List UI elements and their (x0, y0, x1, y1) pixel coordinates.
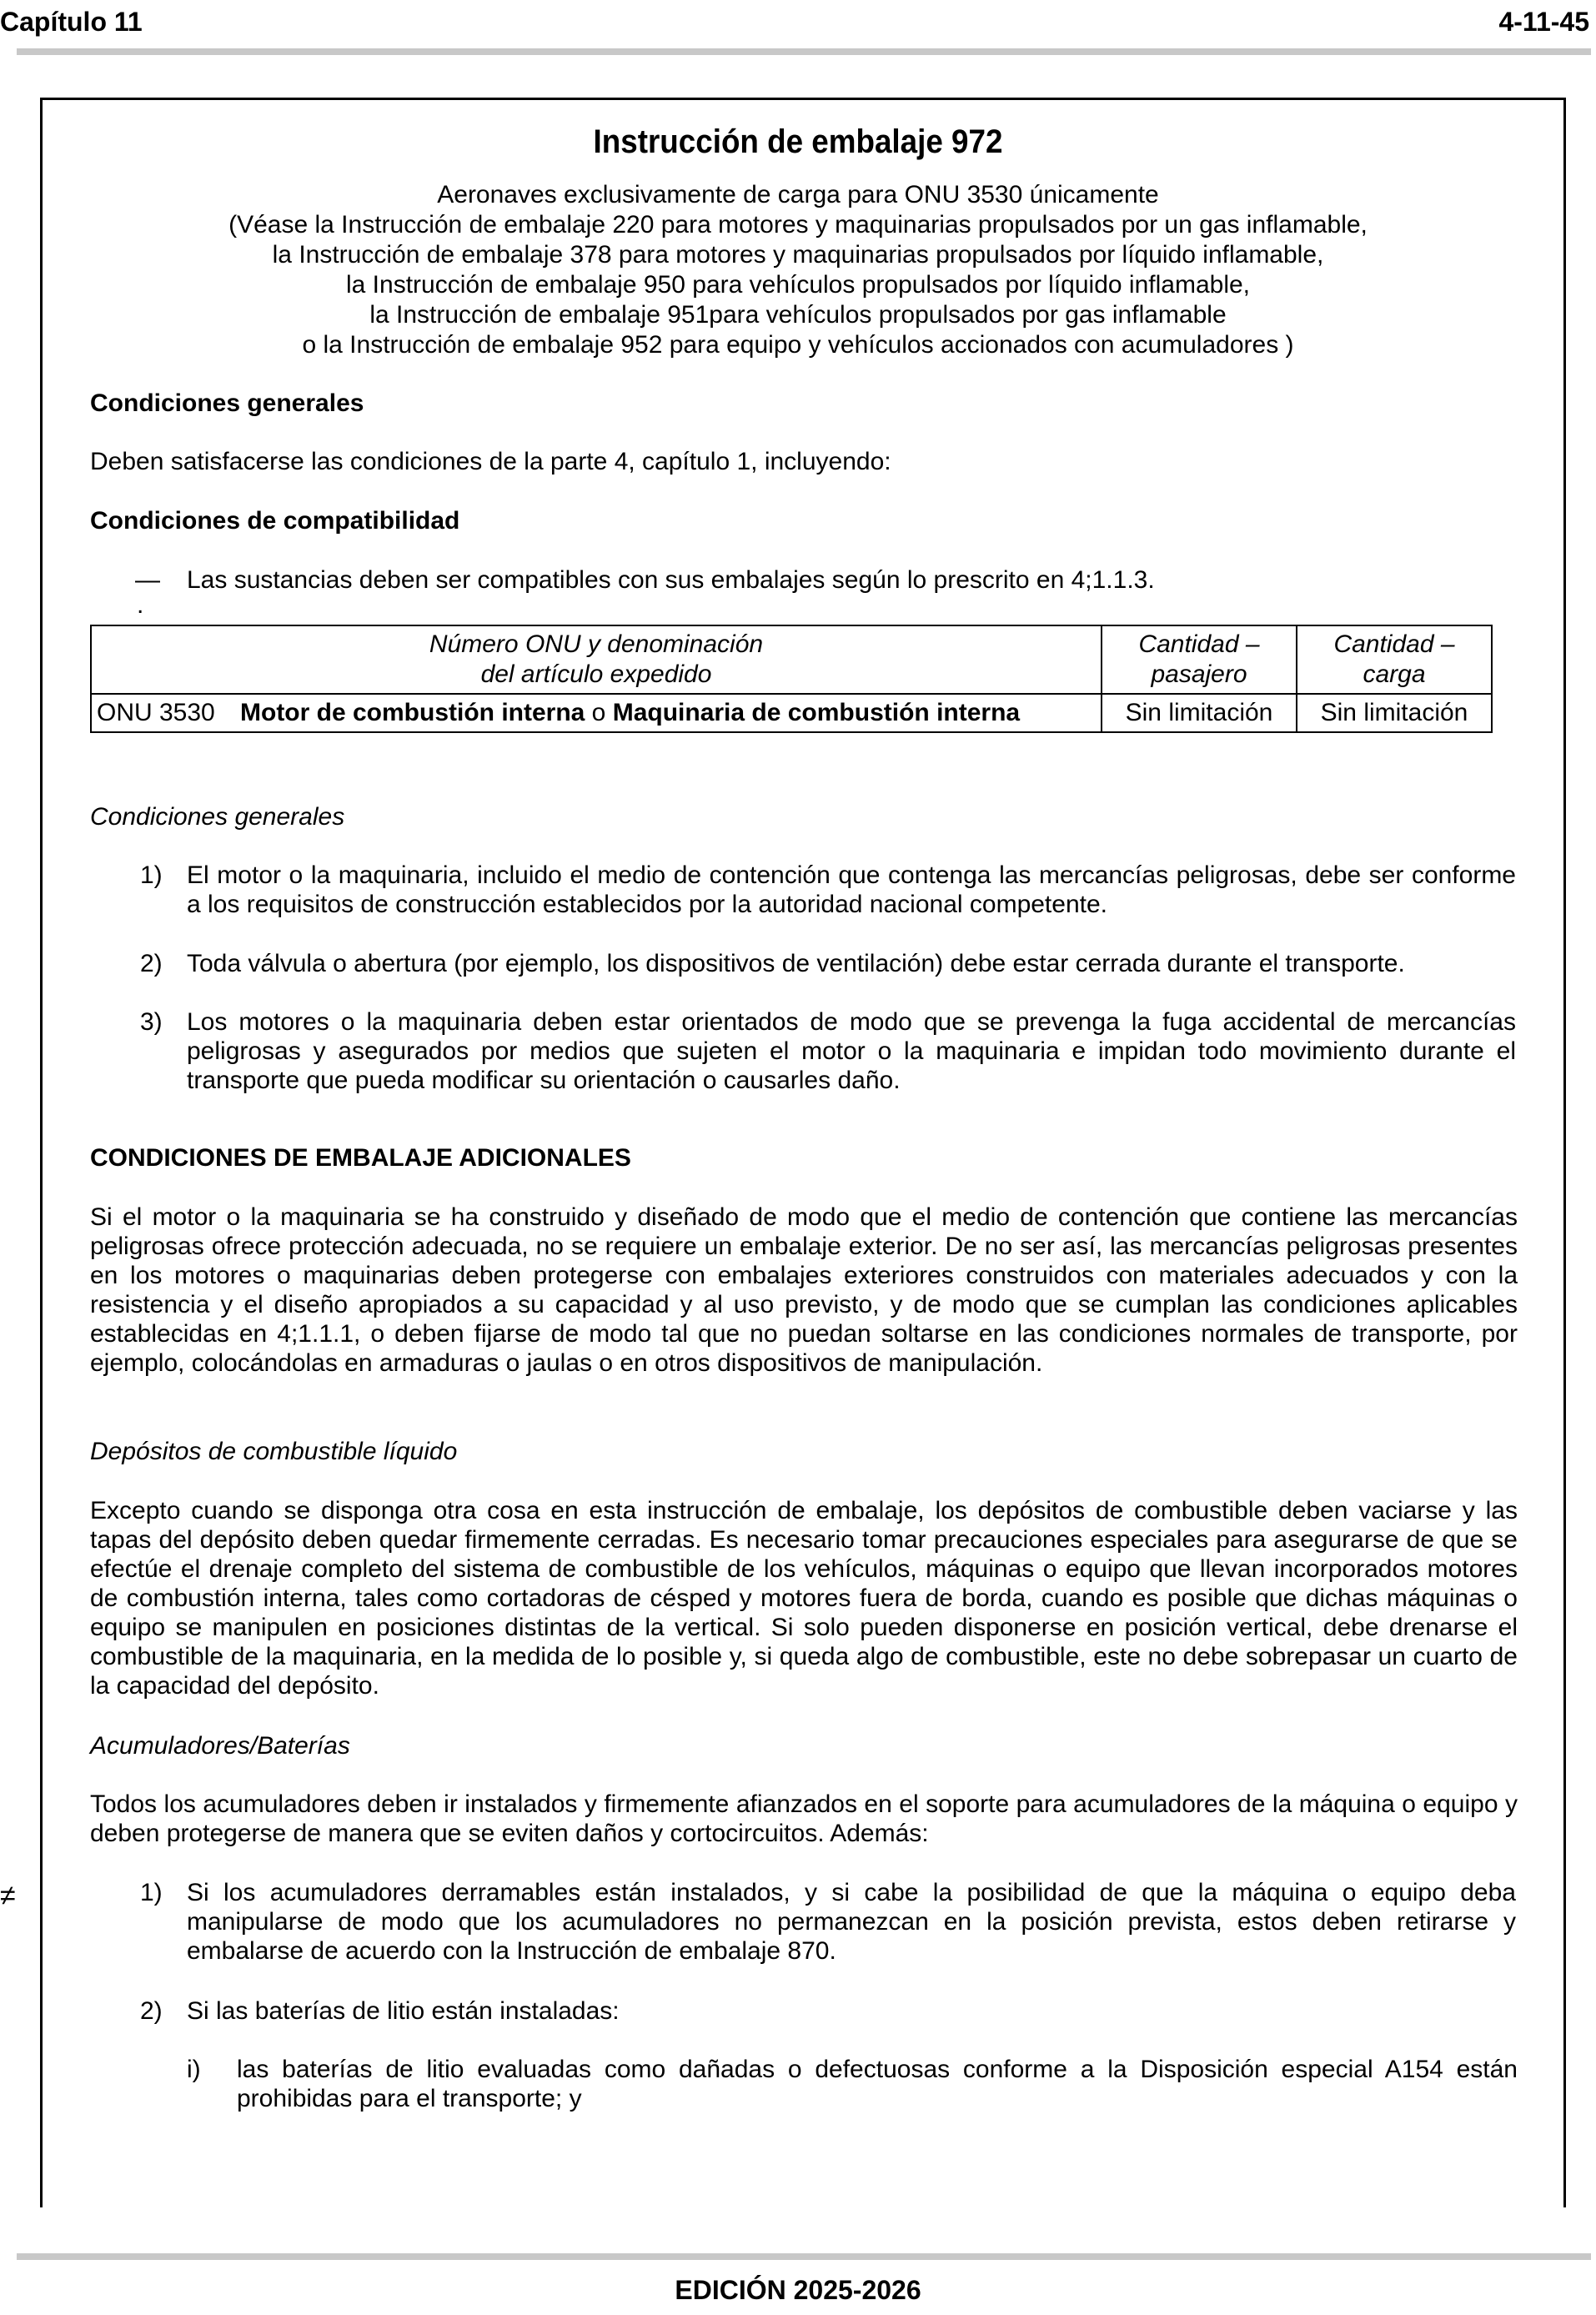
page-reference: 4-11-45 (1498, 7, 1589, 37)
general-conditions-2-heading: Condiciones generales (90, 803, 345, 831)
compatibility-text: Las sustancias deben ser compatibles con sus embalajes según lo prescrito en 4;1.1.3. (187, 566, 1155, 594)
battery-item-1-text: Si los acumuladores derramables están instalados, y si cabe la posibilidad de que la máquina o equipo deba manipularse de modo que los acumuladores no permanezcan en la posición prevista, estos deben retirarse y embalarse de acuerdo con la Instrucción de embalaje 870. (187, 1879, 1516, 1965)
header-cargo-line-1: Cantidad – (1333, 630, 1455, 658)
chapter-label: Capítulo 11 (0, 7, 143, 37)
header-passenger-line-1: Cantidad – (1138, 630, 1260, 658)
row-name-b: Maquinaria de combustión interna (612, 699, 1021, 726)
general-conditions-heading: Condiciones generales (90, 389, 364, 417)
edition-footer: EDICIÓN 2025-2026 (675, 2275, 921, 2305)
batteries-text: Todos los acumuladores deben ir instalados y firmemente afianzados en el soporte para acumuladores de la máquina o equipo y deben protegerse de manera que se eviten daños y cortocircuitos. Además: (90, 1790, 1518, 1847)
general-conditions-text: Deben satisfacerse las condiciones de la parte 4, capítulo 1, incluyendo: (90, 448, 891, 475)
intro-line-4: la Instrucción de embalaje 950 para vehículos propulsados por líquido inflamable, (346, 271, 1250, 299)
general-item-1-number: 1) (140, 861, 163, 889)
header-passenger-line-2: pasajero (1151, 660, 1247, 688)
fuel-tanks-text: Excepto cuando se disponga otra cosa en esta instrucción de embalaje, los depósitos de combustible deben vaciarse y las tapas del depósito deben quedar firmemente cerradas. Es necesario tomar precauciones especiales para asegurarse de que se efectúe el drenaje completo del sistema de combustible de los vehículos, máquinas o equipo que llevan incorporados motores de combustión interna, tales como cortadoras de césped y motores fuera de borda, cuando es posible que dichas máquinas o equipo se manipulen en posiciones distintas de la vertical. Si solo pueden disponerse en posición vertical, debe drenarse el combustible de la maquinaria, en la medida de lo posible y, si queda algo de combustible, este no debe sobrepasar un cuarto de la capacidad del depósito. (90, 1497, 1518, 1700)
intro-line-3: la Instrucción de embalaje 378 para motores y maquinarias propulsados por líquido inflamable, (272, 241, 1324, 269)
table-header-row (91, 625, 1492, 694)
header-cargo-line-2: carga (1363, 660, 1426, 688)
header-passenger-cell (1102, 625, 1297, 694)
general-item-2-number: 2) (140, 950, 163, 977)
row-name-or: o (585, 699, 613, 726)
page-title: Instrucción de embalaje 972 (593, 123, 1003, 160)
battery-item-1-number: 1) (140, 1879, 163, 1906)
compatibility-heading: Condiciones de compatibilidad (90, 507, 460, 535)
general-item-3-text: Los motores o la maquinaria deben estar orientados de modo que se prevenga la fuga accidental de mercancías peligrosas y asegurados por medios que sujeten el motor o la maquinaria e impidan todo movimiento durante el transporte que pueda modificar su orientación o causarles daño. (187, 1008, 1516, 1094)
sub-item-i-text: las baterías de litio evaluadas como dañadas o defectuosas conforme a la Disposición especial A154 están prohibidas para el transporte; y (237, 2056, 1518, 2112)
general-item-2-text: Toda válvula o abertura (por ejemplo, los dispositivos de ventilación) debe estar cerrada durante el transporte. (187, 950, 1405, 977)
intro-line-2: (Véase la Instrucción de embalaje 220 para motores y maquinarias propulsados por un gas inflamable, (228, 211, 1368, 239)
row-cargo-qty: Sin limitación (1297, 694, 1492, 732)
battery-item-2-text: Si las baterías de litio están instaladas: (187, 1997, 620, 2025)
compatibility-dot: . (137, 591, 144, 619)
intro-line-1: Aeronaves exclusivamente de carga para ONU 3530 únicamente (437, 181, 1159, 208)
general-item-3-number: 3) (140, 1008, 163, 1036)
header-cargo-cell (1297, 625, 1492, 694)
footer-rule (17, 2253, 1591, 2260)
compatibility-dash: — (135, 566, 160, 594)
table-row (91, 694, 1492, 732)
un-table (90, 625, 1493, 733)
header-rule (17, 48, 1591, 55)
intro-line-5: la Instrucción de embalaje 951para vehículos propulsados por gas inflamable (369, 301, 1227, 329)
additional-conditions-heading: CONDICIONES DE EMBALAJE ADICIONALES (90, 1144, 631, 1172)
header-un-line-2: del artículo expedido (480, 660, 712, 688)
batteries-heading: Acumuladores/Baterías (90, 1732, 350, 1760)
row-passenger-qty: Sin limitación (1102, 694, 1297, 732)
battery-item-2-number: 2) (140, 1997, 163, 2025)
header-un-line-1: Número ONU y denominación (429, 630, 764, 658)
change-mark: ≠ (0, 1880, 16, 1911)
row-proper-name (235, 694, 1102, 732)
general-item-1-text: El motor o la maquinaria, incluido el medio de contención que contenga las mercancías peligrosas, debe ser conforme a los requisitos de construcción establecidos por la autoridad nacional competente. (187, 861, 1516, 918)
row-name-a: Motor de combustión interna (240, 699, 585, 726)
additional-conditions-text: Si el motor o la maquinaria se ha construido y diseñado de modo que el medio de contención que contiene las mercancías peligrosas ofrece protección adecuada, no se requiere un embalaje exterior. De no ser así, las mercancías peligrosas presentes en los motores o maquinarias deben protegerse con embalajes exteriores construidos con materiales adecuados y con la resistencia y el diseño apropiados a su capacidad y al uso previsto, y de modo que se cumplan las condiciones aplicables establecidas en 4;1.1.1, o deben fijarse de modo tal que no puedan soltarse en las condiciones normales de transporte, por ejemplo, colocándolas en armaduras o jaulas o en otros dispositivos de manipulación. (90, 1203, 1518, 1377)
sub-item-i-number: i) (187, 2056, 201, 2083)
header-un-cell (91, 625, 1102, 694)
intro-line-6: o la Instrucción de embalaje 952 para equipo y vehículos accionados con acumuladores ) (302, 331, 1294, 359)
row-un-number: ONU 3530 (91, 694, 235, 732)
fuel-tanks-heading: Depósitos de combustible líquido (90, 1438, 458, 1465)
